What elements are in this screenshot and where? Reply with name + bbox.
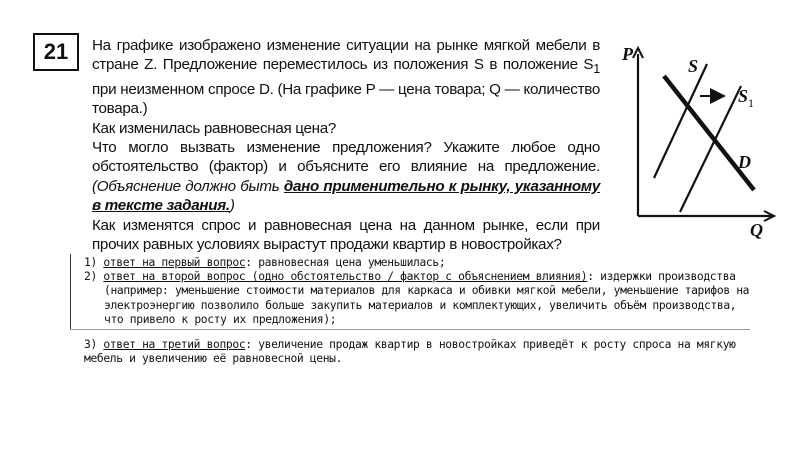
q-axis-label: Q xyxy=(750,220,763,240)
divider xyxy=(70,329,750,330)
answer-3: 3) ответ на третий вопрос: увеличение продаж квартир в новостройках приведёт к росту спроса на мягкую мебель и увеличению её равновесной цены. xyxy=(84,338,736,366)
question-1: Как изменилась равновесная цена? xyxy=(92,119,337,137)
answer-2: 2) ответ на второй вопрос (одно обстоятельство / фактор с объяснением влияния): издержки производства xyxy=(84,270,736,284)
s-label: S xyxy=(688,56,699,76)
d-label: D xyxy=(738,152,751,172)
answer-2-continuation: (например: уменьшение стоимости материалов для каркаса и обивки мягкой мебели, уменьшение тарифов на электроэнергию позволило больше закупить материалов и комплектующих, увеличить объём производства, что привело к росту их предложения); xyxy=(104,284,750,326)
answer-1: 1) ответ на первый вопрос: равновесная цена уменьшилась; xyxy=(84,256,446,269)
answer-3-block xyxy=(84,338,760,366)
p-axis-label: P xyxy=(622,44,633,64)
task-number: 21 xyxy=(33,33,79,71)
question-2: Что могло вызвать изменение предложения? Укажите любое одно обстоятельство (фактор) и объясните его влияние на предложение. (Объяснение должно быть дано применительно к рынку, указанному в тексте задания.) xyxy=(92,139,600,215)
answers-block xyxy=(84,256,760,327)
task-intro: На графике изображено изменение ситуации на рынке мягкой мебели в стране Z. Предложение переместилось из положения S в положение $S_1$ при неизменном спросе D. (На графике P — цена товара; Q — количество товара.) xyxy=(92,37,600,118)
supply-demand-graph xyxy=(600,40,780,240)
s1-label: $S_1$ xyxy=(738,86,755,110)
task-question xyxy=(92,36,600,255)
question-3: Как изменятся спрос и равновесная цена на данном рынке, если при прочих равных условиях вырастут продажи квартир в новостройках? xyxy=(92,216,600,254)
